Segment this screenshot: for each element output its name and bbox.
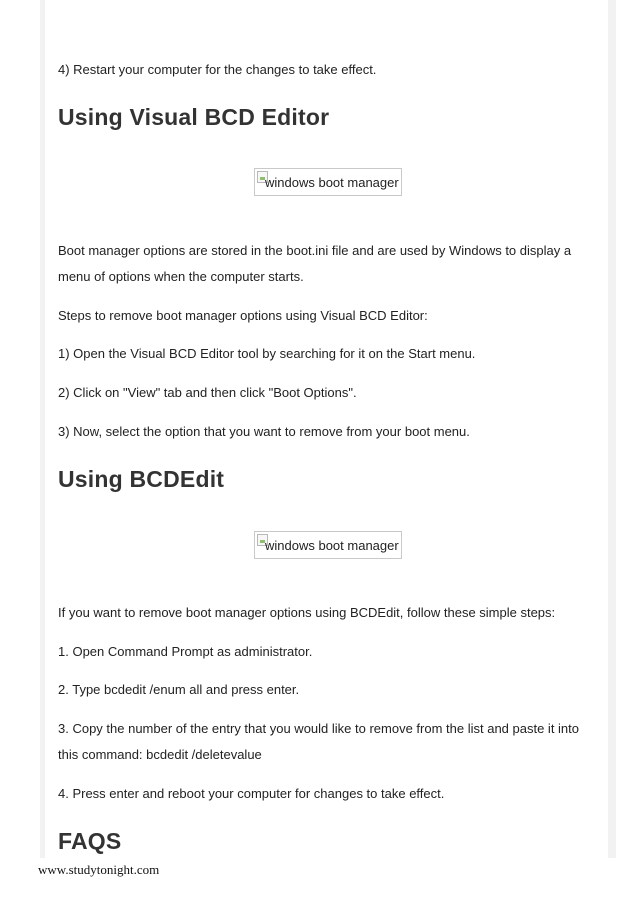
image-alt-text: windows boot manager — [265, 538, 399, 553]
heading-visual-bcd-editor: Using Visual BCD Editor — [58, 104, 330, 130]
heading-faqs: FAQS — [58, 828, 122, 854]
paragraph-bcdedit-intro: If you want to remove boot manager options using BCDEdit, follow these simple steps: — [58, 605, 556, 620]
step-item: 2. Type bcdedit /enum all and press enter. — [58, 682, 300, 697]
step-item: 1. Open Command Prompt as administrator. — [58, 644, 313, 659]
image-windows-boot-manager-1 — [254, 168, 402, 196]
step-item: 4. Press enter and reboot your computer for changes to take effect. — [58, 786, 445, 801]
step-item: 3. Copy the number of the entry that you would like to remove from the list and paste it into this command: bcdedit /deletevalue — [58, 721, 579, 762]
image-windows-boot-manager-2 — [254, 531, 402, 559]
image-alt-text: windows boot manager — [265, 175, 399, 190]
steps-intro: Steps to remove boot manager options using Visual BCD Editor: — [58, 308, 428, 323]
step-item: 2) Click on "View" tab and then click "Boot Options". — [58, 385, 357, 400]
heading-bcdedit: Using BCDEdit — [58, 466, 225, 492]
intro-step: 4) Restart your computer for the changes to take effect. — [58, 62, 377, 77]
step-item: 1) Open the Visual BCD Editor tool by searching for it on the Start menu. — [58, 346, 476, 361]
footer-site-url: www.studytonight.com — [38, 862, 160, 877]
page-right-edge — [608, 0, 616, 858]
page-left-edge — [40, 0, 45, 858]
paragraph-boot-ini: Boot manager options are stored in the boot.ini file and are used by Windows to display a menu of options when the computer starts. — [58, 243, 572, 284]
step-item: 3) Now, select the option that you want to remove from your boot menu. — [58, 424, 470, 439]
